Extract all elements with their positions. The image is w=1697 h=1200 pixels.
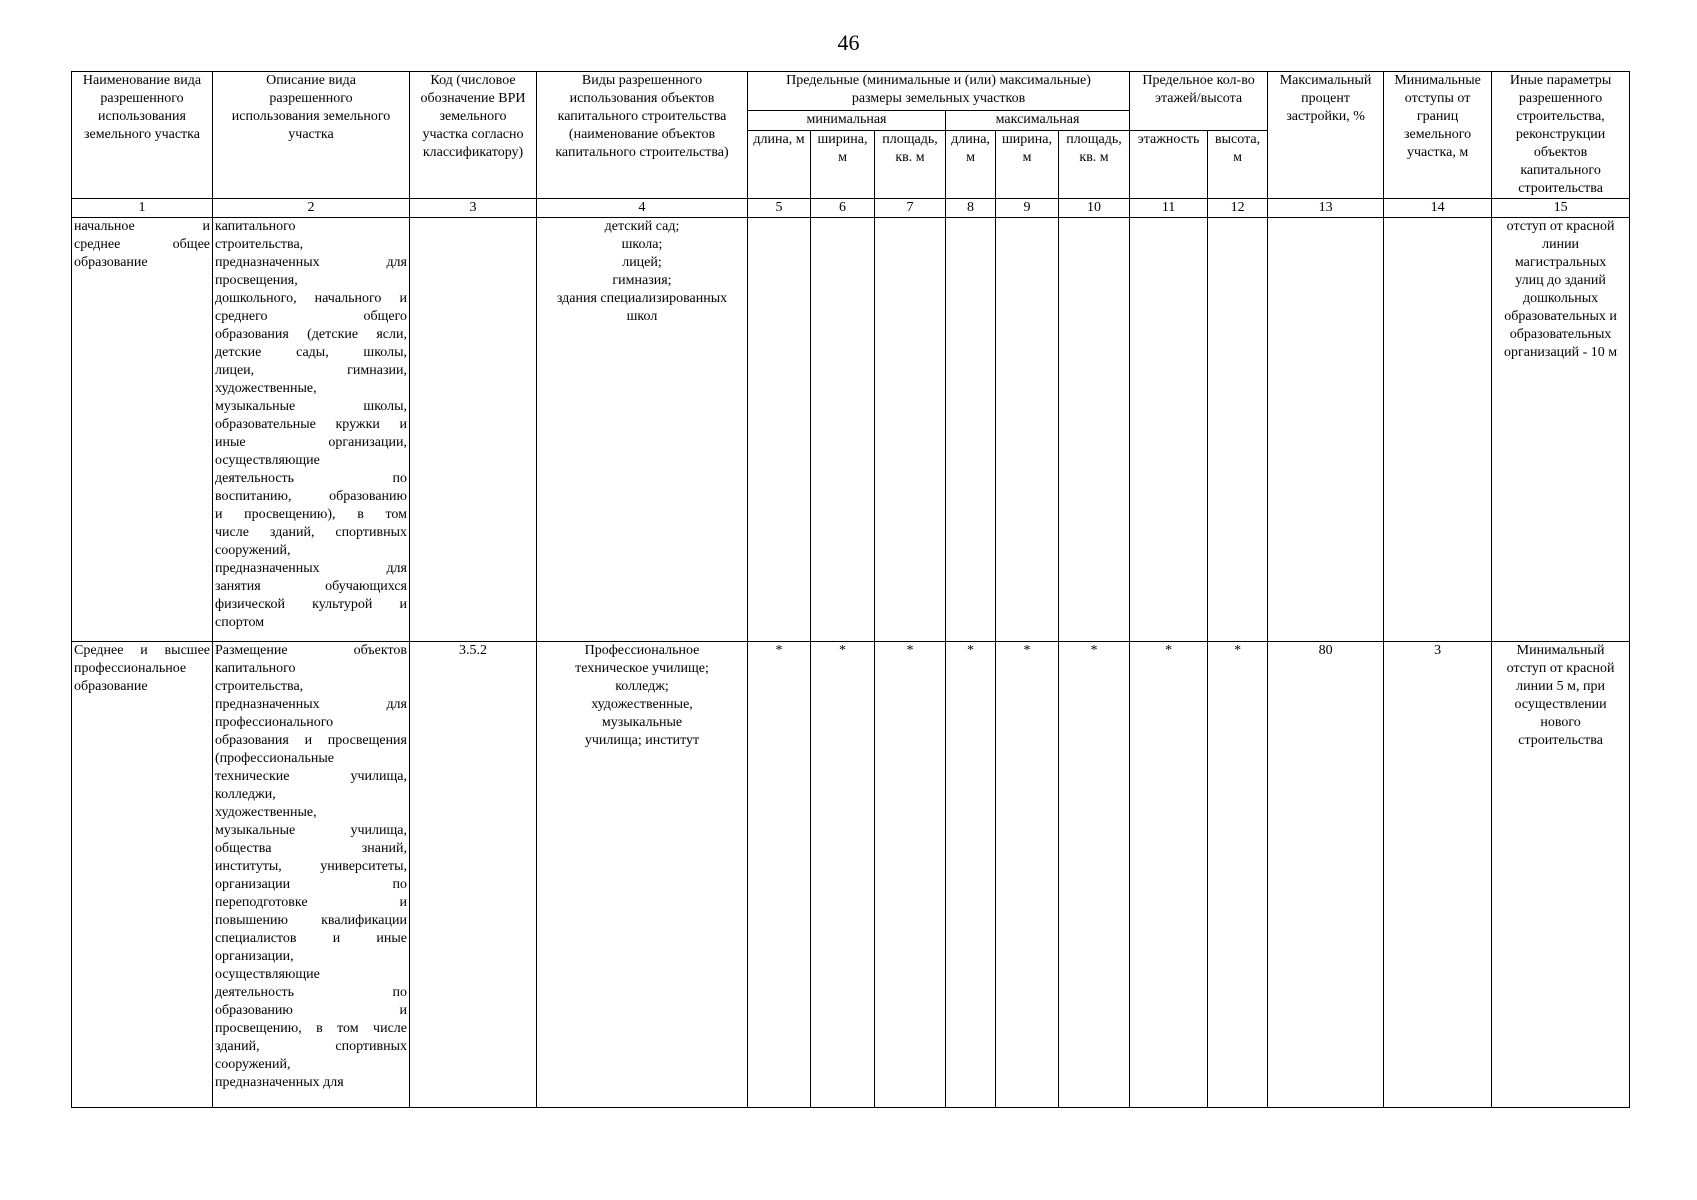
column-number-11: 11	[1130, 199, 1208, 218]
value-cell-c7: *	[875, 642, 946, 1108]
header-maximum: максимальная	[946, 110, 1130, 130]
header-floors	[1130, 130, 1208, 198]
column-number-10: 10	[1059, 199, 1130, 218]
text-line: участка, м	[1406, 145, 1469, 160]
column-number-4: 4	[537, 199, 748, 218]
text-line: объектов	[1533, 145, 1588, 160]
text-line: дошкольного, начального и	[215, 291, 407, 306]
text-line: капитального строительства	[557, 109, 727, 124]
text-line: образовательные кружки и	[215, 417, 407, 432]
header-min-length	[748, 130, 811, 198]
text-line: ширина,	[1002, 131, 1052, 147]
text-line: Минимальные	[1394, 73, 1481, 88]
value-cell-c11: *	[1130, 642, 1208, 1108]
text-line: кв. м	[895, 149, 925, 165]
text-line: участка	[288, 127, 334, 142]
code-cell	[410, 218, 537, 642]
text-line: образование	[74, 255, 148, 270]
header-max-building-percent	[1268, 72, 1384, 199]
text-line: лицеи, гимназии,	[215, 363, 407, 378]
text-line: детский сад;	[604, 219, 680, 234]
text-line: (профессиональные	[215, 751, 335, 766]
land-use-description-cell	[213, 642, 410, 1108]
value-cell-c13: 80	[1268, 642, 1384, 1108]
text-line: Виды разрешенного	[581, 73, 703, 88]
text-line: лицей;	[622, 255, 662, 270]
text-line: организаций - 10 м	[1503, 345, 1618, 360]
header-min-setbacks	[1384, 72, 1492, 199]
column-number-5: 5	[748, 199, 811, 218]
value-cell-c5: *	[748, 642, 811, 1108]
text-line: отступ от красной	[1506, 219, 1615, 234]
text-line: организации по	[215, 877, 407, 892]
text-line: строительства	[1518, 733, 1603, 748]
text-line: сооружений,	[215, 1057, 291, 1072]
table-row	[72, 218, 1630, 642]
value-cell-c10: *	[1059, 642, 1130, 1108]
text-line: общества знаний,	[215, 841, 407, 856]
text-line: институты, университеты,	[215, 859, 407, 874]
column-number-13: 13	[1268, 199, 1384, 218]
text-line: реконструкции	[1515, 127, 1606, 142]
text-line: площадь,	[1066, 131, 1122, 147]
text-line: колледжи,	[215, 787, 276, 802]
header-construction-types	[537, 72, 748, 199]
text-line: линии 5 м, при	[1516, 679, 1605, 694]
value-cell-c9	[996, 218, 1059, 642]
text-line: художественные,	[215, 805, 317, 820]
column-number-7: 7	[875, 199, 946, 218]
text-line: разрешенного	[269, 91, 353, 106]
column-numbers-row	[72, 199, 1630, 218]
text-line: предназначенных для	[215, 1075, 344, 1090]
text-line: Среднее и высшее	[74, 643, 210, 658]
text-line: обозначение ВРИ	[420, 91, 526, 106]
text-line: ширина,	[817, 131, 868, 147]
text-line: школа;	[621, 237, 663, 252]
text-line: музыкальные училища,	[215, 823, 407, 838]
text-line: просвещения,	[215, 273, 298, 288]
header-min-width	[811, 130, 875, 198]
value-cell-c12: *	[1208, 642, 1268, 1108]
value-cell-c8	[946, 218, 996, 642]
text-line: кв. м	[1079, 149, 1109, 165]
text-line: дошкольных	[1523, 291, 1599, 306]
other-parameters-cell	[1492, 218, 1630, 642]
text-line: среднего общего	[215, 309, 407, 324]
land-use-description-cell	[213, 218, 410, 642]
column-number-15: 15	[1492, 199, 1630, 218]
text-line: специалистов и иные	[215, 931, 407, 946]
text-line: занятия обучающихся	[215, 579, 407, 594]
text-line: границ	[1416, 109, 1459, 124]
text-line: Размещение объектов	[215, 643, 407, 658]
value-cell-c14: 3	[1384, 642, 1492, 1108]
text-line: Минимальный	[1516, 643, 1605, 658]
text-line: капитального	[215, 661, 296, 676]
value-cell-c10	[1059, 218, 1130, 642]
text-line: м	[966, 149, 975, 165]
other-parameters-cell	[1492, 642, 1630, 1108]
text-line: земельного участка	[84, 127, 200, 142]
text-line: Наименование вида	[82, 73, 202, 88]
value-cell-c5	[748, 218, 811, 642]
text-line: предназначенных для	[215, 561, 407, 576]
table-row	[72, 642, 1630, 1108]
land-use-table	[71, 71, 1630, 1108]
text-line: училища; институт	[584, 733, 700, 748]
text-line: школ	[626, 309, 658, 324]
text-line: разрешенного	[100, 91, 184, 106]
value-cell-c6: *	[811, 642, 875, 1108]
text-line: осуществляющие	[215, 453, 320, 468]
text-line: процент	[1301, 91, 1350, 106]
text-line: земельного	[439, 109, 507, 124]
text-line: размеры земельных участков	[851, 91, 1026, 106]
land-use-name-cell	[72, 642, 213, 1108]
text-line: капитального строительства)	[555, 145, 729, 160]
text-line: иные организации,	[215, 435, 407, 450]
text-line: длина, м	[753, 131, 805, 147]
column-number-2: 2	[213, 199, 410, 218]
value-cell-c14	[1384, 218, 1492, 642]
text-line: улиц до зданий	[1515, 273, 1606, 288]
text-line: среднее общее	[74, 237, 210, 252]
text-line: повышению квалификации	[215, 913, 407, 928]
land-use-name-cell	[72, 218, 213, 642]
header-plot-size-limits	[748, 72, 1130, 111]
text-line: гимназия;	[612, 273, 672, 288]
value-cell-c9: *	[996, 642, 1059, 1108]
text-line: строительства,	[215, 237, 304, 252]
text-line: воспитанию, образованию	[215, 489, 407, 504]
header-land-use-description	[213, 72, 410, 199]
text-line: использования земельного	[231, 109, 391, 124]
text-line: отступ от красной	[1506, 661, 1615, 676]
value-cell-c11	[1130, 218, 1208, 642]
text-line: площадь,	[882, 131, 938, 147]
text-line: и просвещению), в том	[215, 507, 407, 522]
text-line: нового	[1540, 715, 1581, 730]
header-max-width	[996, 130, 1059, 198]
text-line: техническое училище;	[575, 661, 709, 676]
header-min-area	[875, 130, 946, 198]
text-line: профессиональное	[74, 661, 187, 676]
header-land-use-name	[72, 72, 213, 199]
text-line: спортом	[215, 615, 265, 630]
text-line: музыкальные школы,	[215, 399, 407, 414]
column-number-6: 6	[811, 199, 875, 218]
text-line: участка согласно	[422, 127, 524, 142]
value-cell-c13	[1268, 218, 1384, 642]
text-line: м	[1233, 149, 1242, 165]
text-line: (наименование объектов	[568, 127, 716, 142]
header-max-area	[1059, 130, 1130, 198]
column-number-14: 14	[1384, 199, 1492, 218]
text-line: этажность	[1137, 131, 1200, 147]
header-code	[410, 72, 537, 199]
text-line: образования (детские ясли,	[215, 327, 407, 342]
text-line: переподготовке и	[215, 895, 407, 910]
column-number-3: 3	[410, 199, 537, 218]
text-line: м	[1022, 149, 1032, 165]
text-line: деятельность по	[215, 985, 407, 1000]
text-line: образования и просвещения	[215, 733, 407, 748]
header-minimum: минимальная	[748, 110, 946, 130]
text-line: просвещению, в том числе	[215, 1021, 407, 1036]
text-line: художественные,	[215, 381, 317, 396]
column-number-12: 12	[1208, 199, 1268, 218]
text-line: классификатору)	[422, 145, 524, 160]
text-line: Профессиональное	[584, 643, 700, 658]
text-line: капитального	[215, 219, 296, 234]
text-line: строительства	[1518, 181, 1603, 196]
text-line: Описание вида	[266, 73, 356, 88]
text-line: числе зданий, спортивных	[215, 525, 407, 540]
text-line: использования объектов	[569, 91, 715, 106]
text-line: отступы от	[1404, 91, 1471, 106]
text-line: длина,	[951, 131, 990, 147]
text-line: осуществлении	[1514, 697, 1607, 712]
header-height	[1208, 130, 1268, 198]
construction-types-cell	[537, 218, 748, 642]
column-number-8: 8	[946, 199, 996, 218]
text-line: Максимальный	[1279, 73, 1372, 88]
page-number: 46	[837, 30, 860, 55]
text-line: этажей/высота	[1154, 91, 1243, 106]
text-line: строительства,	[215, 679, 304, 694]
text-line: колледж;	[615, 679, 669, 694]
column-number-1: 1	[72, 199, 213, 218]
header-floors-height	[1130, 72, 1268, 131]
text-line: разрешенного	[1518, 91, 1603, 106]
text-line: строительства,	[1516, 109, 1605, 124]
text-line: магистральных	[1514, 255, 1607, 270]
value-cell-c6	[811, 218, 875, 642]
value-cell-c12	[1208, 218, 1268, 642]
code-cell: 3.5.2	[410, 642, 537, 1108]
text-line: образованию и	[215, 1003, 407, 1018]
text-line: образовательных и	[1504, 309, 1617, 324]
text-line: Предельные (минимальные и (или) максимальные)	[786, 73, 1091, 88]
text-line: музыкальные	[601, 715, 683, 730]
text-line: технические училища,	[215, 769, 407, 784]
text-line: м	[838, 149, 847, 165]
text-line: Код (числовое	[430, 73, 516, 88]
text-line: капитального	[1520, 163, 1601, 178]
text-line: предназначенных для	[215, 255, 407, 270]
value-cell-c7	[875, 218, 946, 642]
text-line: начальное и	[74, 219, 210, 234]
text-line: Предельное кол-во	[1142, 73, 1255, 88]
text-line: образовательных	[1509, 327, 1612, 342]
text-line: линии	[1542, 237, 1580, 252]
text-line: застройки, %	[1286, 109, 1365, 124]
text-line: земельного	[1404, 127, 1472, 142]
value-cell-c8: *	[946, 642, 996, 1108]
column-number-9: 9	[996, 199, 1059, 218]
text-line: осуществляющие	[215, 967, 320, 982]
header-other-parameters	[1492, 72, 1630, 199]
text-line: предназначенных для	[215, 697, 407, 712]
text-line: здания специализированных	[556, 291, 728, 306]
text-line: художественные,	[591, 697, 693, 712]
text-line: физической культурой и	[215, 597, 407, 612]
construction-types-cell	[537, 642, 748, 1108]
text-line: деятельность по	[215, 471, 407, 486]
text-line: зданий, спортивных	[215, 1039, 407, 1054]
text-line: сооружений,	[215, 543, 291, 558]
text-line: организации,	[215, 949, 294, 964]
text-line: образование	[74, 679, 148, 694]
header-max-length	[946, 130, 996, 198]
text-line: использования	[98, 109, 186, 124]
text-line: профессионального	[215, 715, 334, 730]
text-line: детские сады, школы,	[215, 345, 407, 360]
text-line: высота,	[1215, 131, 1261, 147]
text-line: Иные параметры	[1509, 73, 1612, 88]
